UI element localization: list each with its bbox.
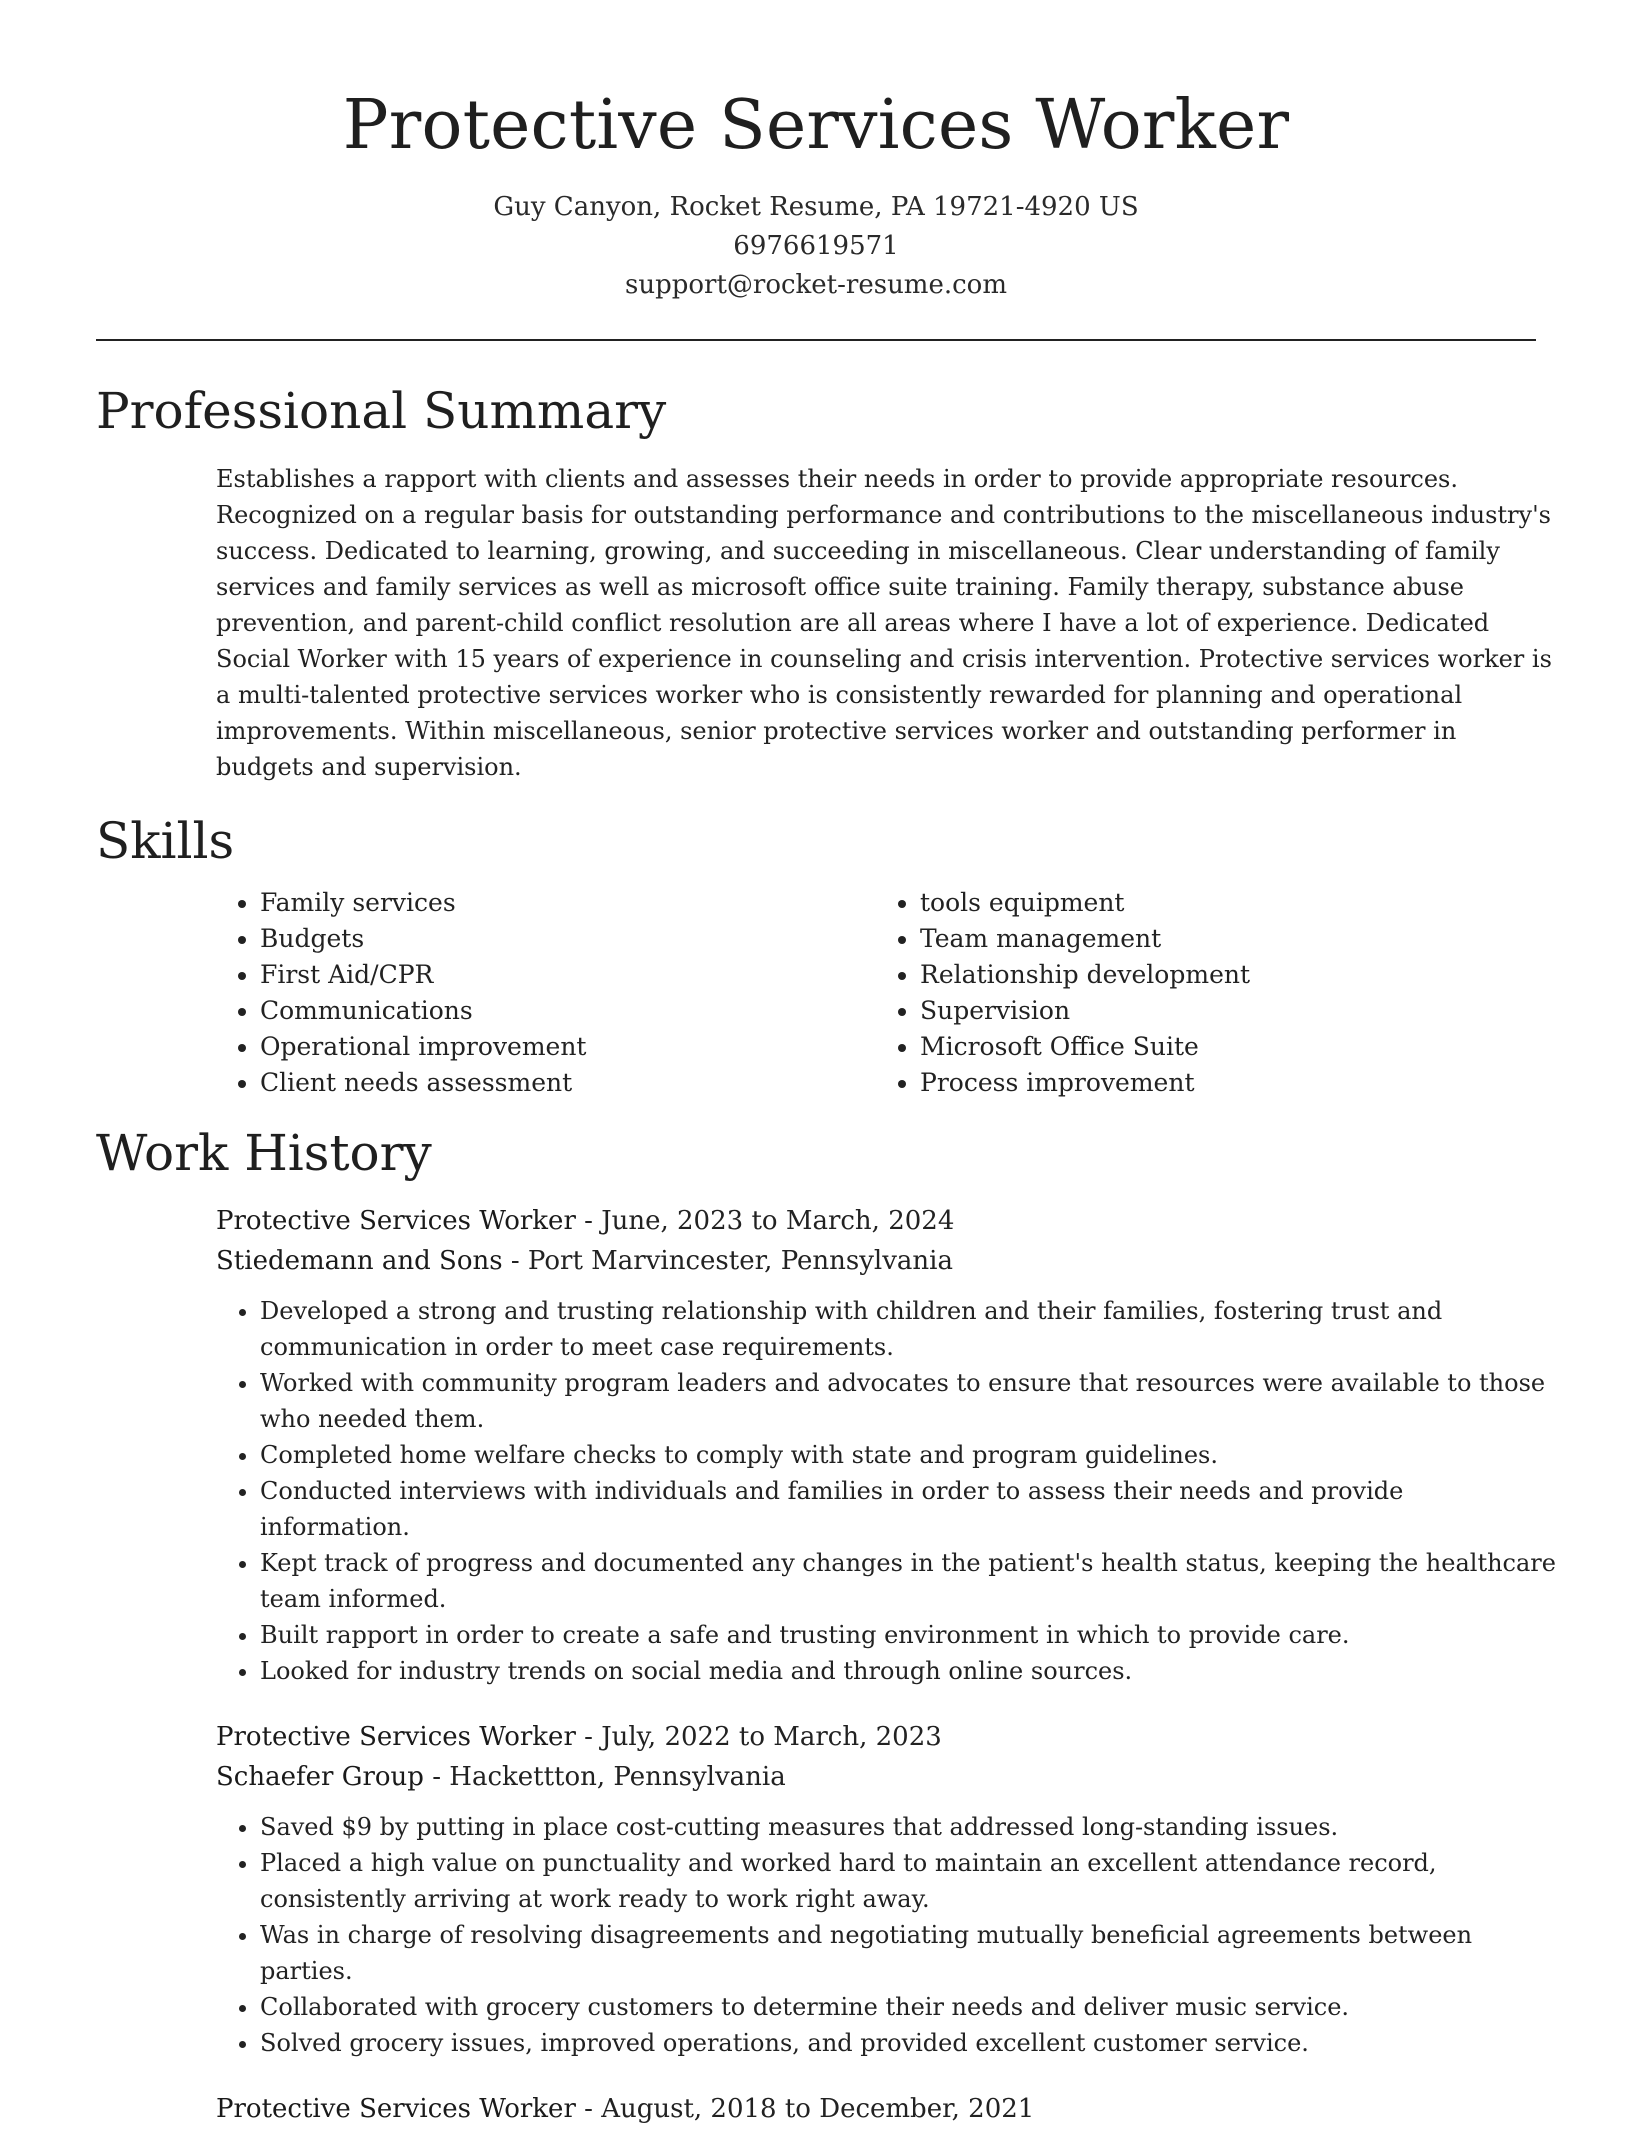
skill-item: • Relationship development: [920, 957, 1536, 993]
job-bullet: • Conducted interviews with individuals and families in order to assess their needs and provide information.: [260, 1473, 1556, 1545]
job-dates: - June, 2023 to March, 2024: [575, 1206, 955, 1236]
skill-item: • Team management: [920, 921, 1536, 957]
resume-page: [96, 0, 1556, 2129]
skill-item: • Process improvement: [920, 1065, 1536, 1101]
summary-text: Establishes a rapport with clients and assesses their needs in order to provide appropriate resources. Recognized on a regular basis for outstanding performance and contributions to the miscellaneous industry's success. Dedicated to learning, growing, and succeeding in miscellaneous. Clear understanding of family services and family services as well as microsoft office suite training. Family therapy, substance abuse prevention, and parent-child conflict resolution are all areas where I have a lot of experience. Dedicated Social Worker with 15 years of experience in counseling and crisis intervention. Protective services worker is a multi-talented protective services worker who is consistently rewarded for planning and operational improvements. Within miscellaneous, senior protective services worker and outstanding performer in budgets and supervision.: [216, 465, 1552, 781]
job-company-line: [216, 1241, 1556, 1281]
job-bullet: • Collaborated with grocery customers to determine their needs and deliver music service.: [260, 1989, 1556, 2025]
job-bullet: • Developed a strong and trusting relationship with children and their families, fostering trust and communication in order to meet case requirements.: [260, 1293, 1556, 1365]
job-bullets: [216, 1293, 1556, 1689]
job-company: Stiedemann and Sons: [216, 1246, 503, 1276]
skill-item: • Microsoft Office Suite: [920, 1029, 1536, 1065]
skill-item: • tools equipment: [920, 885, 1536, 921]
skills-list: [216, 885, 1536, 1101]
contact-block: [96, 188, 1536, 305]
skill-item: • Client needs assessment: [260, 1065, 876, 1101]
job-bullet: • Solved grocery issues, improved operations, and provided excellent customer service.: [260, 2025, 1556, 2061]
skills-heading: Skills: [96, 812, 235, 870]
skill-item: • Budgets: [260, 921, 876, 957]
job-title: Protective Services Worker: [216, 1722, 576, 1752]
job-title-line: [216, 1717, 1556, 1757]
job-entry: [216, 1717, 1556, 2061]
work-history-heading: Work History: [96, 1124, 432, 1182]
summary-heading: Professional Summary: [96, 382, 667, 440]
job-location: - Hackettton, Pennsylvania: [423, 1762, 786, 1792]
job-entry: [216, 1201, 1556, 1689]
header-divider: [96, 339, 1536, 341]
contact-address: Guy Canyon, Rocket Resume, PA 19721-4920 US: [493, 192, 1139, 222]
job-bullet: • Placed a high value on punctuality and worked hard to maintain an excellent attendance record, consistently arriving at work ready to work right away.: [260, 1845, 1556, 1917]
skill-item: • Communications: [260, 993, 876, 1029]
resume-header: [96, 0, 1536, 305]
skill-item: • First Aid/CPR: [260, 957, 876, 993]
contact-email: support@rocket-resume.com: [624, 270, 1007, 300]
job-company-line: [216, 1757, 1556, 1797]
job-bullet: • Kept track of progress and documented any changes in the patient's health status, keeping the healthcare team informed.: [260, 1545, 1556, 1617]
job-company: Schaefer Group: [216, 1762, 424, 1792]
job-location: - Port Marvincester, Pennsylvania: [502, 1246, 953, 1276]
job-title: Protective Services Worker: [216, 2094, 576, 2124]
skill-item: • Operational improvement: [260, 1029, 876, 1065]
job-entry: [216, 2089, 1556, 2129]
skill-item: • Family services: [260, 885, 876, 921]
skills-column-left: [216, 885, 876, 1101]
job-bullet: • Saved $9 by putting in place cost-cutting measures that addressed long-standing issues.: [260, 1809, 1556, 1845]
job-bullets: [216, 1809, 1556, 2061]
job-bullet: • Built rapport in order to create a safe and trusting environment in which to provide care.: [260, 1617, 1556, 1653]
page-title: Protective Services Worker: [342, 86, 1290, 165]
job-dates: - August, 2018 to December, 2021: [575, 2094, 1035, 2124]
job-dates: - July, 2022 to March, 2023: [575, 1722, 942, 1752]
contact-phone: 6976619571: [733, 231, 899, 261]
job-bullet: • Worked with community program leaders and advocates to ensure that resources were available to those who needed them.: [260, 1365, 1556, 1437]
skill-item: • Supervision: [920, 993, 1536, 1029]
job-bullet: • Was in charge of resolving disagreements and negotiating mutually beneficial agreements between parties.: [260, 1917, 1556, 1989]
skills-column-right: [876, 885, 1536, 1101]
job-title-line: [216, 1201, 1556, 1241]
job-bullet: • Looked for industry trends on social media and through online sources.: [260, 1653, 1556, 1689]
job-title-line: [216, 2089, 1556, 2129]
job-title: Protective Services Worker: [216, 1206, 576, 1236]
job-bullet: • Completed home welfare checks to comply with state and program guidelines.: [260, 1437, 1556, 1473]
